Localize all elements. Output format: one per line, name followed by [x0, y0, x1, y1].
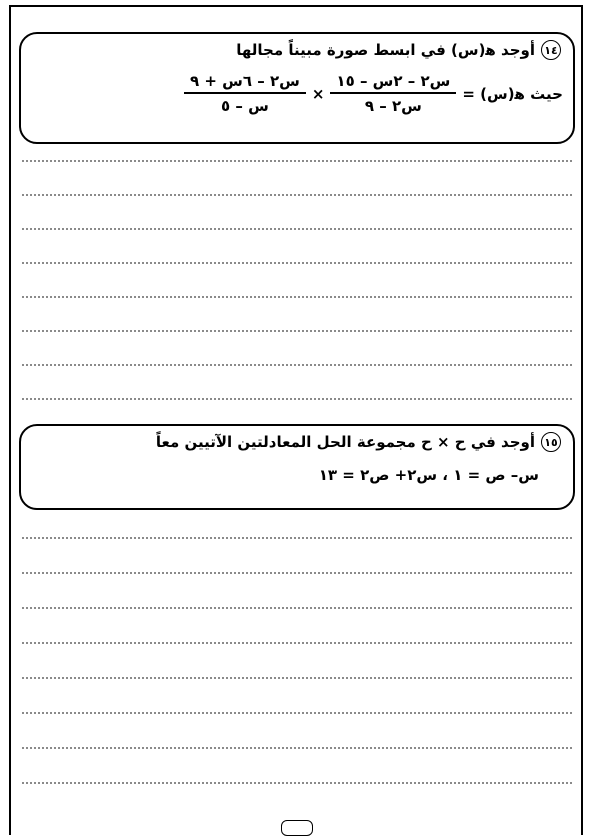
expression-lead: حيث ﻫ(س) = [462, 84, 563, 103]
answer-line[interactable] [22, 330, 572, 332]
answer-line[interactable] [22, 572, 572, 574]
answer-line[interactable] [22, 642, 572, 644]
answer-line[interactable] [22, 712, 572, 714]
answer-line[interactable] [22, 677, 572, 679]
question-14-box [19, 32, 575, 144]
question-number-badge: ١٥ [541, 432, 561, 452]
question-15-title-row [156, 432, 561, 452]
fraction-1 [330, 72, 456, 115]
question-14-title-row [236, 40, 561, 60]
answer-line[interactable] [22, 228, 572, 230]
question-14-expression [184, 72, 563, 115]
fraction-1-numerator: س٢ – ٢س – ١٥ [330, 72, 456, 94]
question-15-title: أوجد في ح × ح مجموعة الحل المعادلتين الآتيين معاً [155, 433, 535, 451]
answer-line[interactable] [22, 747, 572, 749]
answer-line[interactable] [22, 607, 572, 609]
answer-line[interactable] [22, 364, 572, 366]
answer-line[interactable] [22, 194, 572, 196]
answer-line[interactable] [22, 537, 572, 539]
times-sign: × [311, 84, 325, 103]
fraction-2-denominator: س – ٥ [221, 97, 269, 115]
question-number-badge: ١٤ [541, 40, 561, 60]
answer-line[interactable] [22, 296, 572, 298]
question-14-title: أوجد ﻫ(س) في ابسط صورة مبيناً مجالها [236, 41, 535, 59]
question-15-box [19, 424, 575, 510]
page-number-tab [281, 820, 313, 836]
answer-line[interactable] [22, 262, 572, 264]
answer-line[interactable] [22, 398, 572, 400]
answer-line[interactable] [22, 160, 572, 162]
fraction-2 [184, 72, 306, 115]
answer-line[interactable] [22, 782, 572, 784]
fraction-1-denominator: س٢ – ٩ [364, 97, 422, 115]
fraction-2-numerator: س٢ – ٦س + ٩ [184, 72, 306, 94]
question-15-equations: س– ص = ١ ، س٢+ ص٢ = ١٣ [318, 466, 539, 484]
